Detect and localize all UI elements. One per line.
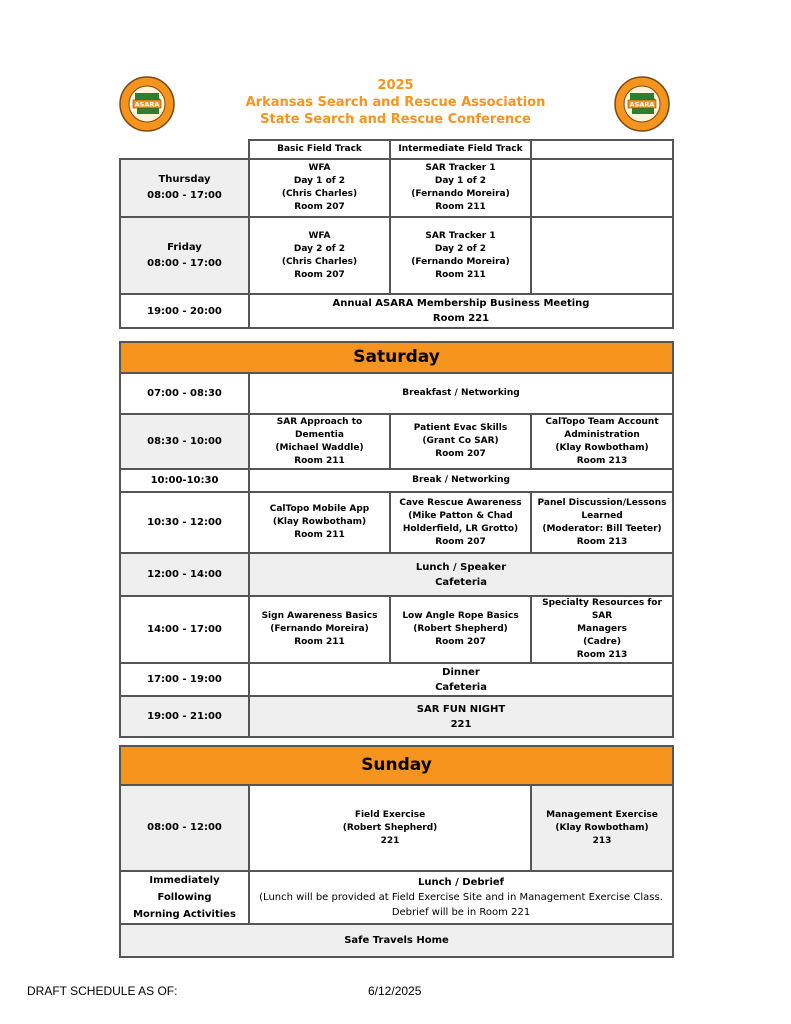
time-cell: 19:00 - 20:00 <box>120 294 249 328</box>
document-header <box>0 77 791 128</box>
svg-text:ASARA: ASARA <box>629 100 655 109</box>
session-line: Day 2 of 2 <box>293 243 346 254</box>
time-line: Morning Activities <box>133 909 236 920</box>
time-cell: 10:00-10:30 <box>120 469 249 492</box>
session-line: Specialty Resources for SAR <box>542 598 662 621</box>
event-line: Dinner <box>442 666 480 678</box>
membership-meeting-cell <box>249 294 673 328</box>
session-line: Field Exercise <box>354 809 426 820</box>
session-line: Room 211 <box>435 269 486 280</box>
session-line: (Klay Rowbotham) <box>555 822 649 833</box>
safe-travels-cell: Safe Travels Home <box>120 924 673 957</box>
event-line: Cafeteria <box>435 576 487 588</box>
session-line: Management Exercise <box>546 809 658 820</box>
session-line: Holderfield, LR Grotto) <box>402 523 519 534</box>
session-line: Patient Evac Skills <box>413 423 508 433</box>
session-line: WFA <box>308 230 331 241</box>
session-line: 213 <box>592 835 612 846</box>
event-line: Annual ASARA Membership Business Meeting <box>332 298 590 309</box>
session-line: Room 211 <box>435 202 486 212</box>
time-cell: 19:00 - 21:00 <box>120 696 249 737</box>
session-line: Day 1 of 2 <box>293 176 346 186</box>
session-line: Low Angle Rope Basics <box>402 611 519 621</box>
time-cell: 14:00 - 17:00 <box>120 596 249 663</box>
saturday-schedule-table <box>119 341 674 738</box>
session-cell <box>390 159 531 217</box>
session-line: Learned <box>581 510 623 521</box>
time-cell <box>120 159 249 217</box>
session-line: 221 <box>380 835 400 846</box>
session-line: (Chris Charles) <box>281 189 358 199</box>
sunday-schedule-table <box>119 745 674 958</box>
session-line: (Robert Shepherd) <box>342 822 438 833</box>
year: 2025 <box>377 78 414 93</box>
session-line: (Moderator: Bill Teeter) <box>542 523 662 534</box>
session-line: (Mike Patton & Chad <box>408 510 513 521</box>
session-line: (Fernando Moreira) <box>270 624 369 634</box>
session-line: Day 1 of 2 <box>434 176 487 186</box>
event-name: State Search and Rescue Conference <box>260 112 531 127</box>
column-header: Intermediate Field Track <box>390 140 531 159</box>
event-line: Room 221 <box>432 313 490 324</box>
event-line: Lunch / Debrief <box>418 877 505 888</box>
draft-date: 6/12/2025 <box>368 984 422 998</box>
session-line: (Cadre) <box>583 637 621 647</box>
time-cell: 12:00 - 14:00 <box>120 553 249 596</box>
session-line: SAR Tracker 1 <box>425 163 496 173</box>
session-line: Day 2 of 2 <box>434 243 487 254</box>
time-label: 08:00 - 17:00 <box>147 190 222 201</box>
session-line: (Chris Charles) <box>281 256 358 267</box>
time-label: 08:00 - 17:00 <box>147 257 222 269</box>
session-line: Room 213 <box>576 650 628 660</box>
session-line: WFA <box>308 163 331 173</box>
session-line: Room 213 <box>576 536 628 547</box>
session-line: SAR Approach to Dementia <box>276 416 363 440</box>
day-label: Friday <box>167 241 202 253</box>
session-line: (Fernando Moreira) <box>411 256 510 267</box>
session-line: (Grant Co SAR) <box>422 436 499 446</box>
session-cell <box>390 414 531 469</box>
event-line: Debrief will be in Room 221 <box>391 907 531 918</box>
session-cell <box>531 414 673 469</box>
corner-cell <box>120 140 249 159</box>
session-line: (Fernando Moreira) <box>411 189 510 199</box>
empty-cell <box>531 217 673 294</box>
session-line: Room 207 <box>294 202 345 212</box>
session-cell <box>390 492 531 553</box>
draft-label: DRAFT SCHEDULE AS OF: <box>27 984 178 998</box>
column-header: Basic Field Track <box>249 140 390 159</box>
session-line: Room 211 <box>294 455 345 466</box>
session-line: Room 211 <box>294 530 345 540</box>
day-label: Thursday <box>158 174 211 185</box>
time-line: Immediately Following <box>149 875 220 903</box>
saturday-banner: Saturday <box>120 342 673 373</box>
session-line: Panel Discussion/Lessons <box>537 497 667 508</box>
time-cell: 07:00 - 08:30 <box>120 373 249 414</box>
session-cell <box>390 217 531 294</box>
session-cell <box>249 492 390 553</box>
dinner-cell <box>249 663 673 696</box>
event-line: SAR FUN NIGHT <box>416 703 506 715</box>
session-line: Room 207 <box>435 536 486 547</box>
session-cell <box>531 596 673 663</box>
lunch-debrief-cell <box>249 871 673 924</box>
session-line: (Robert Shepherd) <box>413 624 508 634</box>
session-cell <box>249 596 390 663</box>
session-cell <box>390 596 531 663</box>
session-line: CalTopo Team Account <box>545 416 659 427</box>
time-cell <box>120 217 249 294</box>
field-exercise-cell <box>249 785 531 871</box>
session-cell <box>249 159 390 217</box>
session-line: Room 207 <box>435 449 486 459</box>
session-cell <box>249 414 390 469</box>
session-line: Room 213 <box>576 455 628 466</box>
time-cell: 10:30 - 12:00 <box>120 492 249 553</box>
management-exercise-cell <box>531 785 673 871</box>
session-line: Cave Rescue Awareness <box>399 497 522 508</box>
time-cell: 08:00 - 12:00 <box>120 785 249 871</box>
event-line: Cafeteria <box>435 681 487 693</box>
session-line: Administration <box>564 429 640 440</box>
break-cell: Break / Networking <box>249 469 673 492</box>
session-line: (Klay Rowbotham) <box>272 517 367 527</box>
time-cell: 17:00 - 19:00 <box>120 663 249 696</box>
breakfast-cell: Breakfast / Networking <box>249 373 673 414</box>
fun-night-cell <box>249 696 673 737</box>
sunday-banner: Sunday <box>120 746 673 785</box>
session-cell <box>249 217 390 294</box>
session-line: (Michael Waddle) <box>275 442 364 453</box>
organization-name: Arkansas Search and Rescue Association <box>245 95 546 110</box>
session-line: Managers <box>577 624 627 634</box>
session-line: Room 207 <box>435 637 486 647</box>
event-line: (Lunch will be provided at Field Exercise Site and in Management Exercise Class. <box>259 892 663 903</box>
event-line: 221 <box>450 718 472 730</box>
session-line: CalTopo Mobile App <box>269 504 370 514</box>
session-line: (Klay Rowbotham) <box>555 442 649 453</box>
session-line: Room 207 <box>294 269 345 280</box>
session-line: SAR Tracker 1 <box>425 230 496 241</box>
weekday-schedule-table <box>119 139 674 329</box>
svg-text:ASARA: ASARA <box>134 100 160 109</box>
session-cell <box>531 492 673 553</box>
time-cell: 08:30 - 10:00 <box>120 414 249 469</box>
time-cell <box>120 871 249 924</box>
event-line: Lunch / Speaker <box>415 561 507 573</box>
empty-cell <box>531 159 673 217</box>
lunch-speaker-cell <box>249 553 673 596</box>
column-header <box>531 140 673 159</box>
session-line: Sign Awareness Basics <box>261 611 378 621</box>
session-line: Room 211 <box>294 637 345 647</box>
